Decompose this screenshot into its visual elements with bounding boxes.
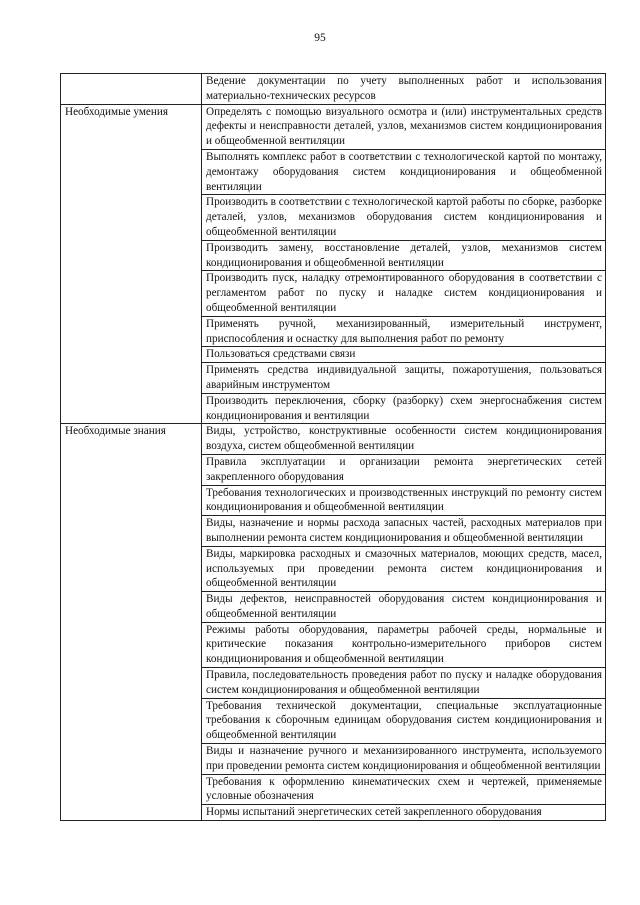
requirement-text: Режимы работы оборудования, параметры рабочей среды, нормальные и критические показания контрольно-измерительного приборов систем кондиционирования и общеобменной вентиляции [202,622,606,667]
requirement-text: Виды, назначение и нормы расхода запасных частей, расходных материалов при выполнении ремонта систем кондиционирования и общеобменной вентиляции [202,516,606,547]
requirement-text: Виды, устройство, конструктивные особенности систем кондиционирования воздуха, систем общеобменной вентиляции [202,424,606,455]
page-number: 95 [314,32,326,44]
table-row [61,424,606,455]
requirements-table-body [61,74,606,821]
requirement-text: Виды дефектов, неисправностей оборудования систем кондиционирования и общеобменной вентиляции [202,592,606,623]
requirement-text: Производить замену, восстановление деталей, узлов, механизмов систем кондиционирования и общеобменной вентиляции [202,240,606,271]
requirement-text: Определять с помощью визуального осмотра и (или) инструментальных средств дефекты и неисправности деталей, узлов, механизмов систем кондиционирования и общеобменной вентиляции [202,104,606,149]
requirement-text: Виды и назначение ручного и механизированного инструмента, используемого при проведении ремонта систем кондиционирования и общеобменной вентиляции [202,744,606,775]
requirement-text: Выполнять комплекс работ в соответствии с технологической картой по монтажу, демонтажу оборудования систем кондиционирования и общеобменной вентиляции [202,149,606,194]
requirement-text: Правила эксплуатации и организации ремонта энергетических сетей закрепленного оборудования [202,454,606,485]
row-category-label [61,74,202,105]
row-category-label: Необходимые умения [61,104,202,424]
requirement-text: Правила, последовательность проведения работ по пуску и наладке оборудования систем кондиционирования и общеобменной вентиляции [202,668,606,699]
requirement-text: Требования технической документации, специальные эксплуатационные требования к сборочным единицам оборудования систем кондиционирования и общеобменной вентиляции [202,698,606,743]
requirement-text: Производить пуск, наладку отремонтированного оборудования в соответствии с регламентом работ по пуску и наладке систем кондиционирования и общеобменной вентиляции [202,271,606,316]
table-row [61,74,606,105]
requirement-text: Требования к оформлению кинематических схем и чертежей, применяемые условные обозначения [202,774,606,805]
table-row [61,104,606,149]
requirement-text: Требования технологических и производственных инструкций по ремонту систем кондиционирования и общеобменной вентиляции [202,485,606,516]
requirement-text: Применять средства индивидуальной защиты, пожаротушения, пользоваться аварийным инструментом [202,363,606,394]
requirement-text: Производить переключения, сборку (разборку) схем энергоснабжения систем кондиционирования и вентиляции [202,393,606,424]
row-category-label: Необходимые знания [61,424,202,821]
requirement-text: Производить в соответствии с технологической картой работы по сборке, разборке деталей, узлов, механизмов оборудования систем кондиционирования и общеобменной вентиляции [202,195,606,240]
requirement-text: Пользоваться средствами связи [202,347,606,363]
requirement-text: Применять ручной, механизированный, измерительный инструмент, приспособления и оснастку для выполнения работ по ремонту [202,316,606,347]
requirement-text: Виды, маркировка расходных и смазочных материалов, моющих средств, масел, используемых при проведении ремонта систем кондиционирования и общеобменной вентиляции [202,546,606,591]
requirements-table [60,73,606,821]
requirement-text: Ведение документации по учету выполненных работ и использования материально-технических ресурсов [202,74,606,105]
requirement-text: Нормы испытаний энергетических сетей закрепленного оборудования [202,805,606,821]
